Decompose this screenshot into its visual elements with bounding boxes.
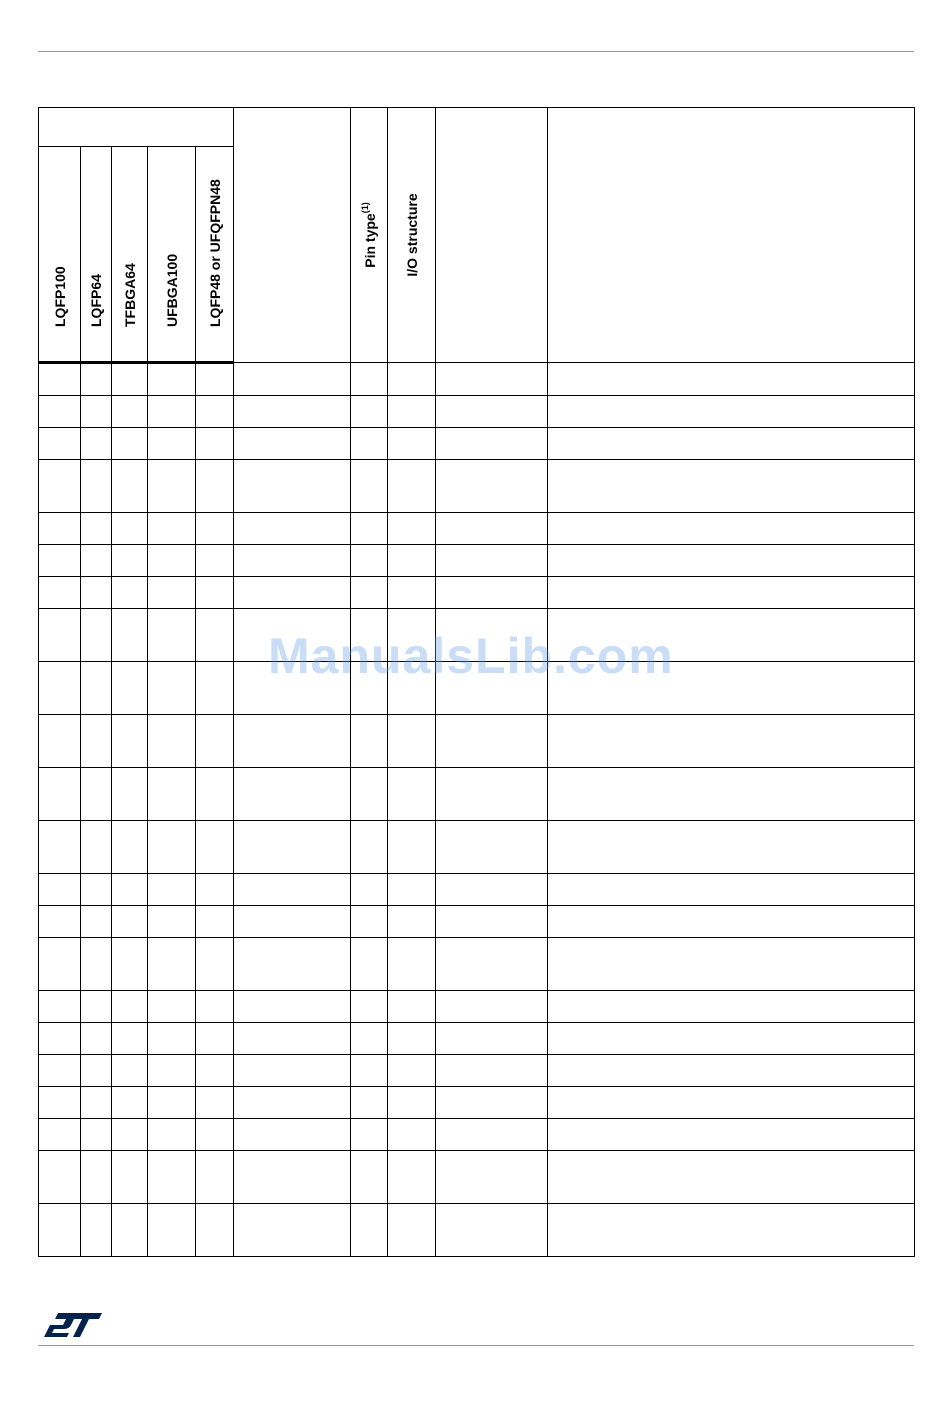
st-logo — [44, 1310, 102, 1340]
table-cell — [234, 938, 351, 991]
table-cell — [351, 363, 388, 396]
table-cell — [548, 1119, 915, 1151]
table-cell — [196, 821, 234, 874]
table-cell — [436, 1055, 548, 1087]
table-cell — [388, 1087, 436, 1119]
table-cell — [234, 1055, 351, 1087]
table-cell — [81, 874, 112, 906]
table-cell — [234, 1119, 351, 1151]
table-row — [39, 1119, 915, 1151]
table-cell — [388, 577, 436, 609]
table-cell — [548, 428, 915, 460]
table-cell — [436, 428, 548, 460]
table-cell — [148, 577, 196, 609]
table-cell — [436, 1151, 548, 1204]
table-cell — [548, 938, 915, 991]
lqfp64-header: LQFP64 — [81, 147, 112, 363]
table-cell — [81, 938, 112, 991]
table-cell — [39, 396, 81, 428]
table-cell — [388, 991, 436, 1023]
table-cell — [148, 1119, 196, 1151]
table-cell — [39, 1204, 81, 1257]
table-cell — [388, 906, 436, 938]
table-cell — [234, 1151, 351, 1204]
table-cell — [436, 1119, 548, 1151]
table-cell — [81, 428, 112, 460]
table-cell — [234, 821, 351, 874]
table-cell — [112, 1151, 148, 1204]
table-cell — [39, 428, 81, 460]
table-cell — [112, 513, 148, 545]
table-cell — [112, 1023, 148, 1055]
lqfp100-header: LQFP100 — [39, 147, 81, 363]
pin-type-header: Pin type$^{(1)}$ — [351, 108, 388, 363]
table-cell — [81, 821, 112, 874]
table-cell — [388, 363, 436, 396]
table-cell — [351, 1087, 388, 1119]
table-cell — [388, 1055, 436, 1087]
table-cell — [196, 460, 234, 513]
table-cell — [548, 460, 915, 513]
table-cell — [196, 662, 234, 715]
table-cell — [388, 1204, 436, 1257]
table-cell — [81, 609, 112, 662]
table-cell — [351, 938, 388, 991]
table-cell — [196, 768, 234, 821]
table-cell — [351, 821, 388, 874]
table-cell — [39, 577, 81, 609]
table-cell — [112, 609, 148, 662]
table-cell — [548, 396, 915, 428]
table-cell — [234, 768, 351, 821]
table-cell — [148, 396, 196, 428]
table-cell — [148, 1151, 196, 1204]
table-cell — [148, 428, 196, 460]
table-cell — [81, 577, 112, 609]
pin-name-header — [234, 108, 351, 363]
table-cell — [39, 609, 81, 662]
table-cell — [196, 1151, 234, 1204]
table-cell — [436, 768, 548, 821]
table-cell — [112, 577, 148, 609]
table-cell — [548, 1204, 915, 1257]
table-cell — [548, 1055, 915, 1087]
table-cell — [81, 513, 112, 545]
table-cell — [548, 363, 915, 396]
table-cell — [351, 1119, 388, 1151]
table-cell — [148, 1087, 196, 1119]
table-cell — [351, 991, 388, 1023]
table-cell — [548, 1023, 915, 1055]
table-cell — [234, 428, 351, 460]
table-cell — [196, 577, 234, 609]
table-cell — [548, 768, 915, 821]
table-cell — [234, 1023, 351, 1055]
table-cell — [148, 609, 196, 662]
table-cell — [548, 821, 915, 874]
table-cell — [112, 428, 148, 460]
table-cell — [351, 906, 388, 938]
footer-rule — [38, 1345, 914, 1346]
table-cell — [351, 874, 388, 906]
table-cell — [39, 768, 81, 821]
table-cell — [148, 715, 196, 768]
table-cell — [112, 768, 148, 821]
table-cell — [39, 363, 81, 396]
table-cell — [81, 363, 112, 396]
table-cell — [148, 1023, 196, 1055]
table-cell — [234, 545, 351, 577]
table-cell — [196, 428, 234, 460]
table-cell — [196, 1119, 234, 1151]
table-cell — [39, 513, 81, 545]
table-cell — [112, 545, 148, 577]
alternate-functions-header — [548, 108, 915, 363]
table-row — [39, 821, 915, 874]
table-cell — [234, 1204, 351, 1257]
table-cell — [148, 545, 196, 577]
table-cell — [196, 874, 234, 906]
table-cell — [81, 768, 112, 821]
table-cell — [548, 513, 915, 545]
table-cell — [112, 938, 148, 991]
table-cell — [388, 396, 436, 428]
table-cell — [196, 1204, 234, 1257]
table-cell — [234, 1087, 351, 1119]
table-cell — [148, 1204, 196, 1257]
table-cell — [196, 715, 234, 768]
table-row — [39, 715, 915, 768]
table-cell — [351, 1151, 388, 1204]
table-cell — [81, 1151, 112, 1204]
table-row — [39, 460, 915, 513]
table-row — [39, 1087, 915, 1119]
table-cell — [436, 715, 548, 768]
table-cell — [436, 1087, 548, 1119]
table-cell — [81, 906, 112, 938]
table-cell — [81, 1204, 112, 1257]
table-cell — [196, 513, 234, 545]
table-cell — [196, 545, 234, 577]
table-row — [39, 545, 915, 577]
table-cell — [148, 662, 196, 715]
tfbga64-header: TFBGA64 — [112, 147, 148, 363]
table-cell — [234, 874, 351, 906]
table-cell — [234, 715, 351, 768]
table-cell — [148, 363, 196, 396]
table-cell — [351, 396, 388, 428]
table-cell — [148, 874, 196, 906]
table-cell — [548, 906, 915, 938]
table-cell — [148, 1055, 196, 1087]
table-cell — [388, 938, 436, 991]
table-cell — [112, 991, 148, 1023]
table-cell — [39, 1151, 81, 1204]
table-cell — [436, 577, 548, 609]
table-cell — [39, 1087, 81, 1119]
table-cell — [112, 874, 148, 906]
table-cell — [39, 662, 81, 715]
table-cell — [39, 906, 81, 938]
table-cell — [112, 821, 148, 874]
table-cell — [148, 821, 196, 874]
table-cell — [436, 1023, 548, 1055]
table-cell — [196, 938, 234, 991]
table-cell — [351, 768, 388, 821]
table-cell — [234, 991, 351, 1023]
table-cell — [388, 715, 436, 768]
table-cell — [436, 991, 548, 1023]
table-row — [39, 938, 915, 991]
table-cell — [81, 1087, 112, 1119]
table-cell — [81, 715, 112, 768]
header-rule — [38, 51, 914, 52]
table-cell — [436, 938, 548, 991]
table-cell — [112, 715, 148, 768]
table-cell — [112, 1055, 148, 1087]
table-cell — [39, 1119, 81, 1151]
table-cell — [81, 1055, 112, 1087]
table-cell — [388, 428, 436, 460]
ufbga100-header: UFBGA100 — [148, 147, 196, 363]
table-cell — [436, 821, 548, 874]
table-cell — [234, 577, 351, 609]
table-cell — [39, 1023, 81, 1055]
table-cell — [196, 1023, 234, 1055]
table-cell — [388, 460, 436, 513]
table-cell — [196, 1087, 234, 1119]
pin-table-body — [39, 363, 915, 1257]
table-cell — [39, 1055, 81, 1087]
table-cell — [234, 460, 351, 513]
table-cell — [39, 545, 81, 577]
table-cell — [81, 460, 112, 513]
table-cell — [112, 662, 148, 715]
lqfp48-header: LQFP48 or UFQFPN48 — [196, 147, 234, 363]
table-cell — [234, 513, 351, 545]
table-cell — [436, 906, 548, 938]
table-cell — [148, 991, 196, 1023]
table-cell — [548, 577, 915, 609]
table-cell — [148, 513, 196, 545]
notes-header — [436, 108, 548, 363]
table-cell — [388, 545, 436, 577]
table-cell — [351, 1023, 388, 1055]
table-cell — [81, 396, 112, 428]
table-cell — [548, 1087, 915, 1119]
table-cell — [39, 874, 81, 906]
table-row — [39, 1151, 915, 1204]
table-cell — [39, 715, 81, 768]
table-cell — [351, 428, 388, 460]
table-cell — [436, 1204, 548, 1257]
watermark: ManualsLib.com — [268, 628, 674, 684]
table-cell — [548, 715, 915, 768]
table-cell — [388, 821, 436, 874]
table-row — [39, 906, 915, 938]
table-cell — [112, 460, 148, 513]
table-cell — [351, 1204, 388, 1257]
table-row — [39, 577, 915, 609]
table-cell — [148, 938, 196, 991]
table-cell — [196, 363, 234, 396]
table-cell — [351, 715, 388, 768]
table-cell — [148, 906, 196, 938]
table-cell — [351, 577, 388, 609]
table-cell — [39, 460, 81, 513]
table-cell — [112, 1119, 148, 1151]
table-cell — [112, 906, 148, 938]
table-cell — [81, 545, 112, 577]
table-cell — [39, 938, 81, 991]
table-cell — [39, 991, 81, 1023]
table-cell — [39, 821, 81, 874]
table-cell — [196, 906, 234, 938]
table-row — [39, 768, 915, 821]
table-row — [39, 396, 915, 428]
table-cell — [436, 460, 548, 513]
table-cell — [234, 363, 351, 396]
table-cell — [81, 1119, 112, 1151]
table-row — [39, 1023, 915, 1055]
table-cell — [112, 396, 148, 428]
table-cell — [436, 363, 548, 396]
table-cell — [388, 1151, 436, 1204]
table-row — [39, 1055, 915, 1087]
io-structure-header: I/O structure — [388, 108, 436, 363]
table-cell — [81, 1023, 112, 1055]
table-cell — [436, 874, 548, 906]
table-cell — [196, 1055, 234, 1087]
table-cell — [148, 460, 196, 513]
table-cell — [351, 513, 388, 545]
table-cell — [388, 513, 436, 545]
table-cell — [436, 396, 548, 428]
table-row — [39, 874, 915, 906]
table-row — [39, 428, 915, 460]
table-cell — [234, 906, 351, 938]
table-cell — [351, 545, 388, 577]
table-cell — [388, 874, 436, 906]
table-cell — [112, 1087, 148, 1119]
table-cell — [196, 991, 234, 1023]
table-cell — [148, 768, 196, 821]
table-cell — [81, 991, 112, 1023]
table-cell — [196, 609, 234, 662]
table-row — [39, 363, 915, 396]
table-cell — [388, 1119, 436, 1151]
table-cell — [436, 545, 548, 577]
table-row — [39, 513, 915, 545]
table-cell — [548, 874, 915, 906]
pin-number-group-header — [39, 108, 234, 147]
table-cell — [351, 1055, 388, 1087]
table-cell — [112, 1204, 148, 1257]
table-cell — [234, 396, 351, 428]
table-row — [39, 991, 915, 1023]
table-cell — [196, 396, 234, 428]
table-cell — [351, 460, 388, 513]
table-cell — [112, 363, 148, 396]
table-row — [39, 1204, 915, 1257]
table-cell — [388, 768, 436, 821]
table-cell — [548, 1151, 915, 1204]
table-cell — [388, 1023, 436, 1055]
table-cell — [548, 991, 915, 1023]
table-cell — [436, 513, 548, 545]
table-cell — [81, 662, 112, 715]
table-cell — [548, 545, 915, 577]
